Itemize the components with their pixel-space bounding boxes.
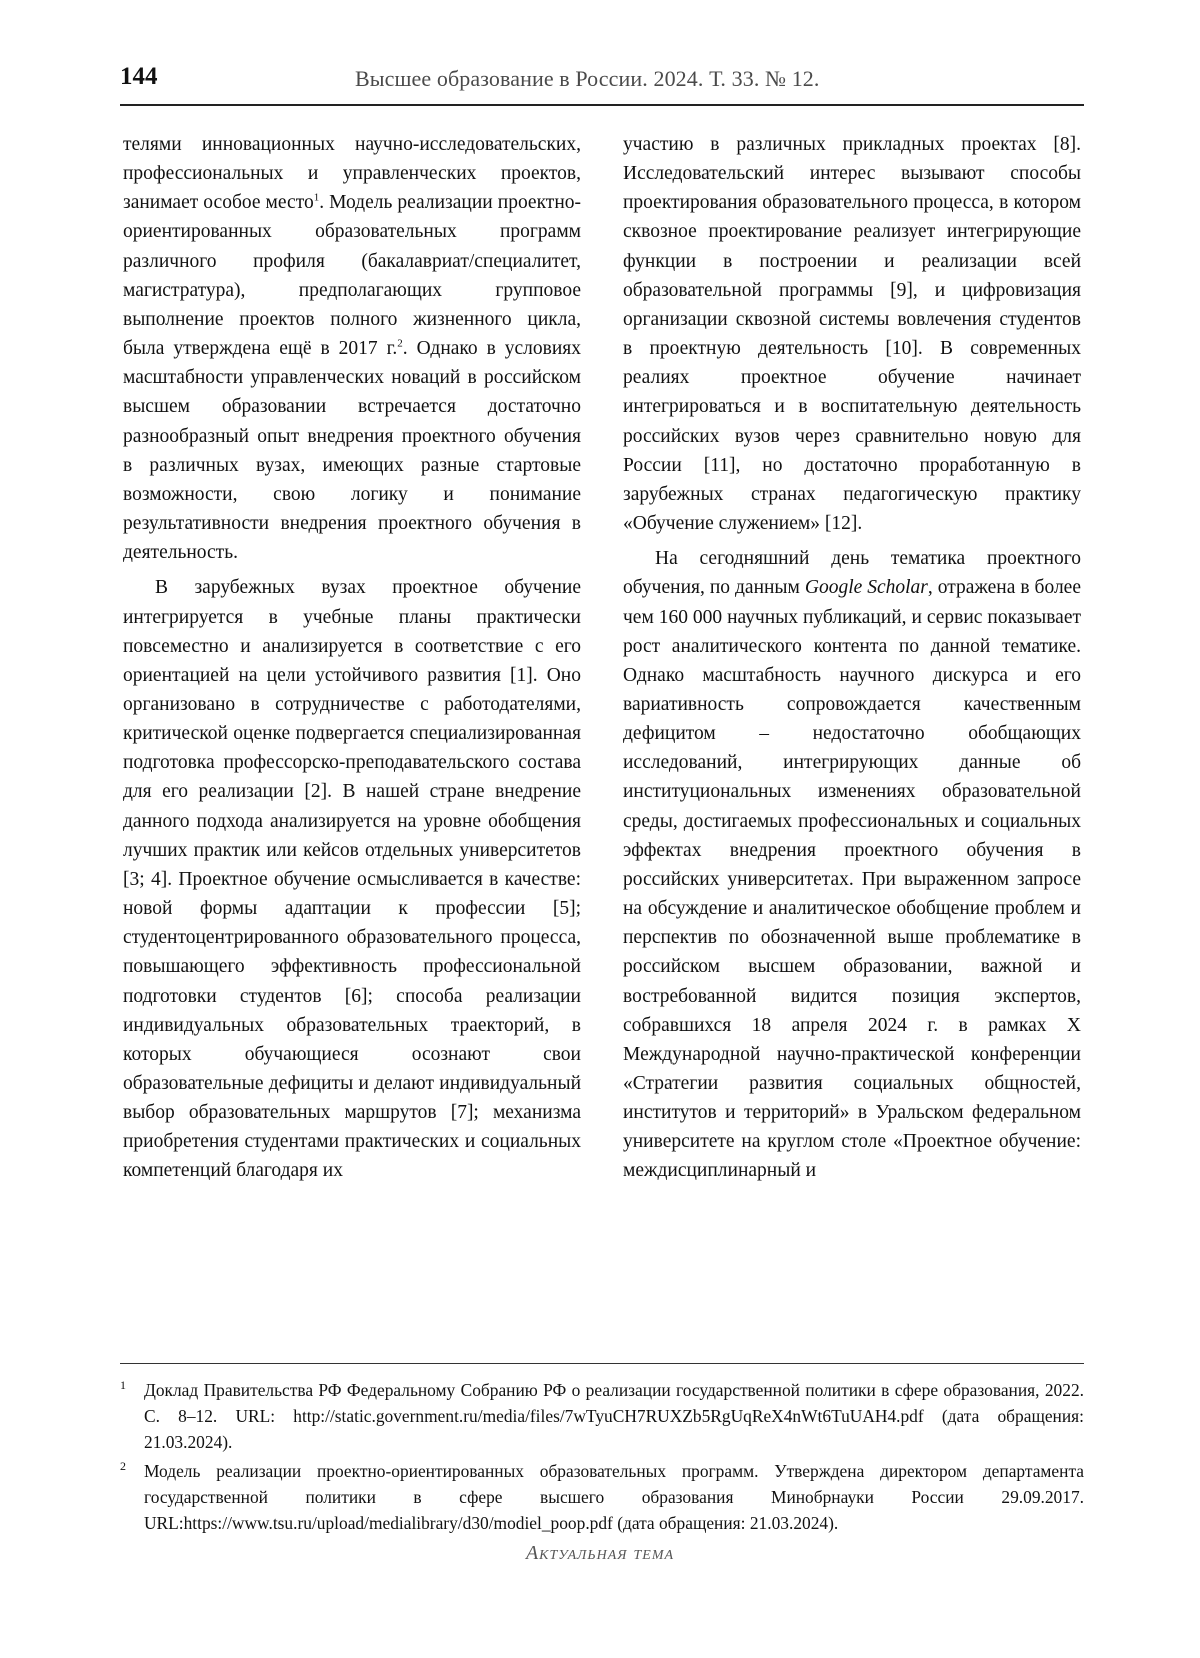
footnote-mark: 1 (120, 1378, 126, 1392)
right-column (623, 130, 1081, 1186)
text-run: . Модель реализации проектно-ориентированных образовательных программ различного профиля (бакалавриат/специалитет, магистратура), предполагающих групповое выполнение проектов полного жизненного цикла, была утверждена ещё в 2017 г. (123, 192, 582, 360)
footnote-divider (120, 1363, 1084, 1364)
footnote-mark: 2 (120, 1459, 126, 1474)
footnotes (120, 1378, 1084, 1541)
section-footer: Актуальная тема (525, 1542, 675, 1564)
footnote-1 (120, 1378, 1084, 1455)
google-scholar-term: Google Scholar (804, 577, 928, 599)
left-paragraph-2: В зарубежных вузах проектное обучение интегрируется в учебные планы практически повсеместно и анализируется в соответствие с его ориентацией на цели устойчивого развития [1]. Оно организовано в сотрудничестве с работодателями, критической оценке подвергается специализированная подготовка профессорско-преподавательского состава для его реализации [2]. В нашей стране внедрение данного подхода анализируется на уровне обобщения лучших практик или кейсов отдельных университетов [3; 4]. Проектное обучение осмысливается в качестве: новой формы адаптации к профессии [5]; студентоцентрированного образовательного процесса, повышающего эффективность профессиональной подготовки студентов [6]; способа реализации индивидуальных образовательных траекторий, в которых обучающиеся осознают свои образовательные дефициты и делают индивидуальный выбор образовательных маршрутов [7]; механизма приобретения студентами практических и социальных компетенций благодаря их (123, 577, 581, 1182)
footnote-ref-2[interactable]: 2 (397, 337, 403, 350)
header-divider (120, 104, 1084, 106)
footnote-ref-1[interactable]: 1 (313, 191, 320, 204)
page-number: 144 (120, 63, 158, 90)
text-run: На сегодняшний день тематика проектного обучения, по данным (623, 548, 1081, 599)
right-paragraph-1: участию в различных прикладных проектах [8]. Исследовательский интерес вызывают способы проектирования образовательного процесса, в котором сквозное проектирование реализует интегрирующие функции в построении и реализации всей образовательной программы [9], и цифровизация организации сквозной системы вовлечения студентов в проектную деятельность [10]. В современных реалиях проектное обучение начинает интегрироваться и в воспитательную деятельность российских вузов через сравнительно новую для России [11], но достаточно проработанную в зарубежных странах педагогическую практику «Обучение служением» [12]. (623, 134, 1081, 535)
left-paragraph-1 (123, 130, 581, 567)
text-run: , отражена в более чем 160 000 научных публикаций, и сервис показывает рост аналитического контента по данной тематике. Однако масштабность научного дискурса и его вариативность сопровождается качественным дефицитом – недостаточно обобщающих исследований, интегрирующих данные об институциональных изменениях образовательной среды, достигаемых профессиональных и социальных эффектах внедрения проектного обучения в российских университетах. При выраженном запросе на обсуждение и аналитическое обобщение проблем и перспектив по обозначенной выше проблематике в российском высшем образовании, важной и востребованной видится позиция экспертов, собравшихся 18 апреля 2024 г. в рамках X Международной научно-практической конференции «Стратегии развития социальных общностей, институтов и территорий» в Уральском федеральном университете на круглом столе «Проектное обучение: междисциплинарный и (623, 577, 1081, 1182)
running-header (120, 63, 1084, 105)
text-run: телями инновационных научно-исследовательских, профессиональных и управленческих проектов, занимает особое место (123, 134, 581, 214)
left-column (123, 130, 581, 1186)
footnote-text: Доклад Правительства РФ Федеральному Собранию РФ о реализации государственной политики в сфере образования, 2022. С. 8–12. URL: http://static.government.ru/media/files/7wTyuCH7RUXZb5RgUqReX4nWt6TuUAH4.pdf (дата обращения: 21.03.2024). (144, 1380, 1084, 1452)
footnote-2 (120, 1459, 1084, 1536)
journal-title: Высшее образование в России. 2024. Т. 33. № 12. (355, 66, 820, 91)
footnote-text: Модель реализации проектно-ориентированных образовательных программ. Утверждена директором департамента государственной политики в сфере высшего образования Минобрнауки России 29.09.2017. URL:https://www.tsu.ru/upload/medialibrary/d30/modiel_poop.pdf (дата обращения: 21.03.2024). (144, 1461, 1084, 1533)
text-run: . Однако в условиях масштабности управленческих новаций в российском высшем образовании встречается достаточно разнообразный опыт внедрения проектного обучения в различных вузах, имеющих разные стартовые возможности, свою логику и понимание результативности внедрения проектного обучения в деятельность. (123, 338, 582, 564)
right-paragraph-2 (623, 544, 1081, 1185)
